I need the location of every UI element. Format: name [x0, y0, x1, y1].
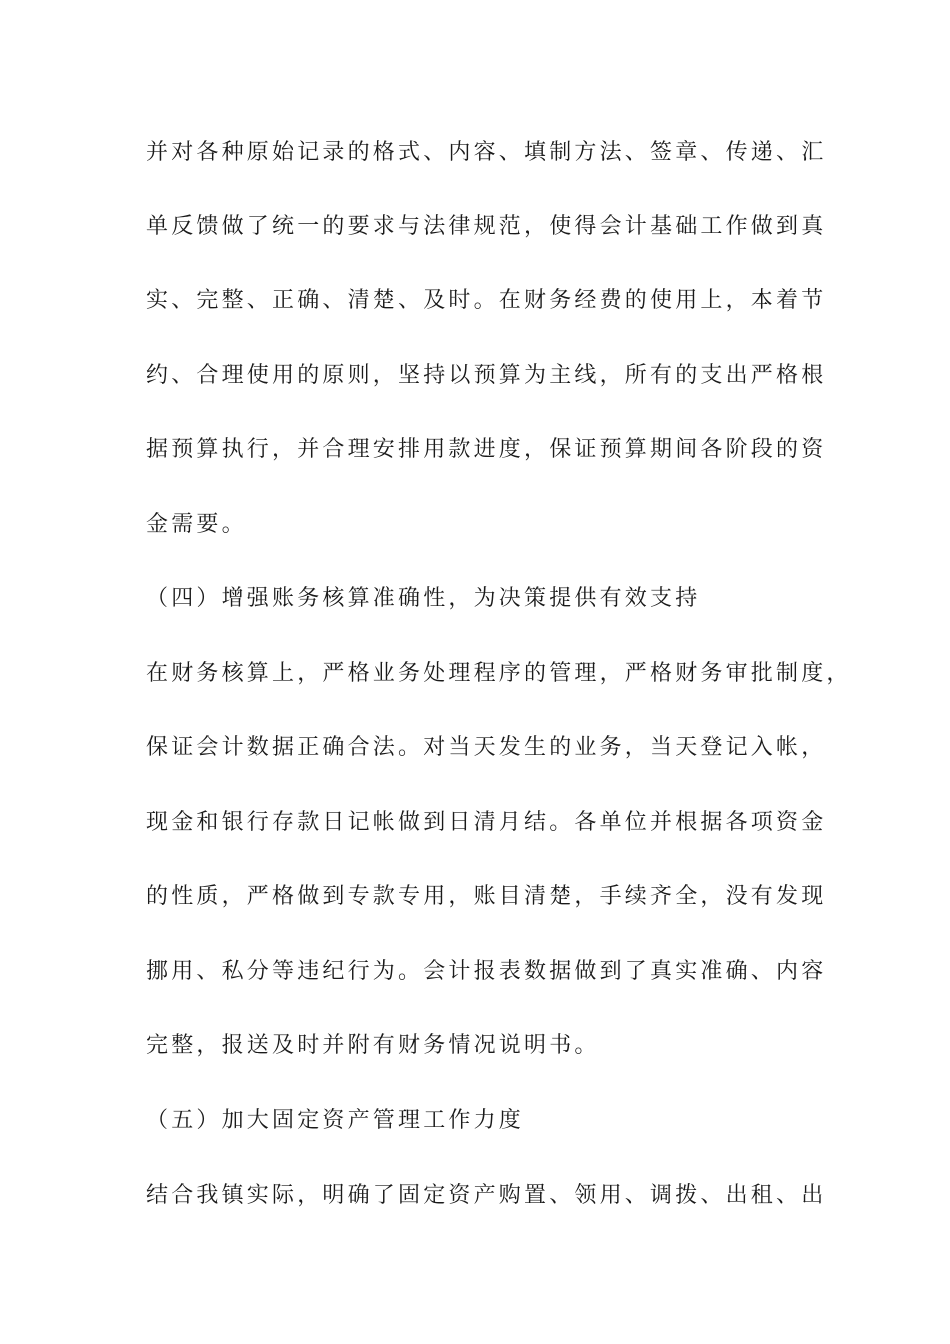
- paragraph-line: 挪用、私分等违纪行为。会计报表数据做到了真实准确、内容: [146, 959, 827, 984]
- paragraph-line: 实、完整、正确、清楚、及时。在财务经费的使用上，本着节: [146, 288, 827, 313]
- paragraph-line: 完整，报送及时并附有财务情况说明书。: [146, 1033, 600, 1058]
- section-heading: （四）增强账务核算准确性，为决策提供有效支持: [146, 586, 701, 611]
- paragraph-line: 保证会计数据正确合法。对当天发生的业务，当天登记入帐，: [146, 735, 827, 760]
- paragraph-line: 金需要。: [146, 512, 247, 537]
- section-heading: （五）加大固定资产管理工作力度: [146, 1108, 525, 1133]
- paragraph-line: 现金和银行存款日记帐做到日清月结。各单位并根据各项资金: [146, 810, 827, 835]
- paragraph-line: 并对各种原始记录的格式、内容、填制方法、签章、传递、汇: [146, 140, 827, 165]
- paragraph-line: 单反馈做了统一的要求与法律规范，使得会计基础工作做到真: [146, 214, 827, 239]
- paragraph-line: 约、合理使用的原则，坚持以预算为主线，所有的支出严格根: [146, 363, 827, 388]
- paragraph-line: 据预算执行，并合理安排用款进度，保证预算期间各阶段的资: [146, 437, 827, 462]
- paragraph-line: 的性质，严格做到专款专用，账目清楚，手续齐全，没有发现: [146, 884, 827, 909]
- paragraph-line: 在财务核算上，严格业务处理程序的管理，严格财务审批制度，: [146, 661, 852, 686]
- paragraph-line: 结合我镇实际，明确了固定资产购置、领用、调拨、出租、出: [146, 1183, 827, 1208]
